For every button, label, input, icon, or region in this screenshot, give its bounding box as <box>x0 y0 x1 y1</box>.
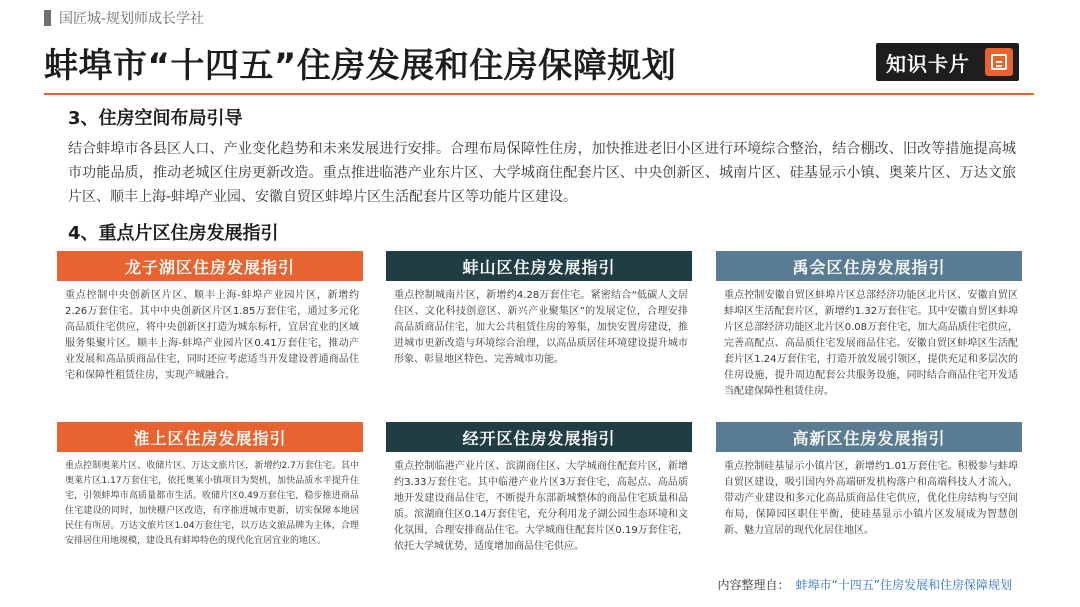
card-title: 经开区住房发展指引 <box>386 422 692 452</box>
card-text: 重点控制城南片区，新增约4.28万套住宅。紧密结合“低碳人文居住区、文化科技创意区、新兴产业聚集区”的发展定位，合理安排高品质商品住宅，加大公共租赁住房的筹集，加快安置房建设，推进城市更新改造与环境综合治理，以高品质居住环境建设提升城市形象、彰显地区特色、完善城市功能。 <box>394 290 688 365</box>
title-divider <box>44 93 1034 95</box>
card-gaoxin <box>716 422 1022 539</box>
credit-source-link[interactable]: 蚌埠市“十四五”住房发展和住房保障规划 <box>795 578 1012 592</box>
brand-line <box>44 8 204 28</box>
card-text: 重点控制奥莱片区、收储片区、万达文旅片区，新增约2.7万套住宅。其中奥莱片区1.17万套住宅，依托奥莱小镇项目为契机，加快品质水平提升住宅，引领蚌埠市高质量都市生活。收储片区0.49万套住宅，稳步推进商品住宅建设的同时，加快棚户区改造，有序推进城市更新，切实保障本地居民住有所居。万达文旅片区1.04万套住宅，以万达文旅品牌为主体，合理安排居住用地规模，建设具有蚌埠特色的现代化宜居宜业的地区。 <box>65 461 359 546</box>
book-icon <box>985 48 1013 76</box>
card-text: 重点控制临港产业片区、滨湖商住区、大学城商住配套片区，新增约3.33万套住宅。其中临港产业片区3万套住宅，高起点、高品质地开发建设商品住宅，不断提升东部新城整体的商品住宅质量和品质。滨湖商住区0.14万套住宅，充分利用龙子湖公园生态环境和文化氛围，合理安排商品住宅。大学城商住配套片区0.19万套住宅，依托大学城优势，适度增加商品住宅供应。 <box>394 461 688 552</box>
card-title: 蚌山区住房发展指引 <box>386 251 692 281</box>
card-title: 高新区住房发展指引 <box>716 422 1022 452</box>
credit-label: 内容整理自： <box>717 578 790 592</box>
page-title: 蚌埠市“十四五”住房发展和住房保障规划 <box>44 46 677 86</box>
card-bengshan <box>386 251 692 368</box>
card-jingkai <box>386 422 692 555</box>
section-4-heading: 4、重点片区住房发展指引 <box>68 223 279 244</box>
section-3-heading: 3、住房空间布局引导 <box>68 108 243 129</box>
card-yuhui <box>716 251 1022 400</box>
brand-text: 国匠城-规划师成长学社 <box>59 11 205 27</box>
source-credit <box>718 576 1012 593</box>
knowledge-card-badge <box>876 43 1019 81</box>
card-title: 淮上区住房发展指引 <box>57 422 363 452</box>
card-text: 重点控制中央创新区片区、顺丰上海-蚌埠产业园片区，新增约2.26万套住宅。其中中央创新区片区1.85万套住宅，通过多元化高品质住宅供应，将中央创新区打造为城东标杆，宜居宜业的区域服务集聚片区。顺丰上海-蚌埠产业园片区0.41万套住宅，推动产业发展和高品质商品住宅，同时还应考虑适当开发建设普通商品住宅和保障性租赁住房，实现产城融合。 <box>65 290 359 381</box>
badge-label: 知识卡片 <box>886 51 970 76</box>
card-title: 禹会区住房发展指引 <box>716 251 1022 281</box>
card-text: 重点控制安徽自贸区蚌埠片区总部经济功能区北片区、安徽自贸区蚌埠区生活配套片区，新增约1.32万套住宅。其中安徽自贸区蚌埠片区总部经济功能区北片区0.08万套住宅，加大高品质住宅供应，完善高配点、高品质住宅发展商品住宅。安徽自贸区蚌埠区生活配套片区1.24万套住宅，打造开放发展引领区，提供充足和多层次的住房设施，提升周边配套公共服务设施，同时结合商品住宅开发适当配建保障性租赁住房。 <box>724 290 1018 397</box>
card-longzihu <box>57 251 363 384</box>
brand-bar <box>44 10 51 26</box>
card-title: 龙子湖区住房发展指引 <box>57 251 363 281</box>
card-huaishang <box>57 422 363 549</box>
section-3-body: 结合蚌埠市各县区人口、产业变化趋势和未来发展进行安排。合理布局保障性住房，加快推进老旧小区进行环境综合整治，结合棚改、旧改等措施提高城市功能品质，推动老城区住房更新改造。重点推进临港产业东片区、大学城商住配套片区、中央创新区、城南片区、硅基显示小镇、奥莱片区、万达文旅片区、顺丰上海-蚌埠产业园、安徽自贸区蚌埠片区生活配套片区等功能片区建设。 <box>68 141 1016 205</box>
card-text: 重点控制硅基显示小镇片区，新增约1.01万套住宅。积极参与蚌埠自贸区建设，吸引国内外高端研发机构落户和高端科技人才流入，带动产业建设和多元化高品质商品住宅供应，优化住房结构与空间布局，保障园区职住平衡，使硅基显示小镇片区发展成为智慧创新、魅力宜居的现代化居住地区。 <box>724 461 1018 536</box>
